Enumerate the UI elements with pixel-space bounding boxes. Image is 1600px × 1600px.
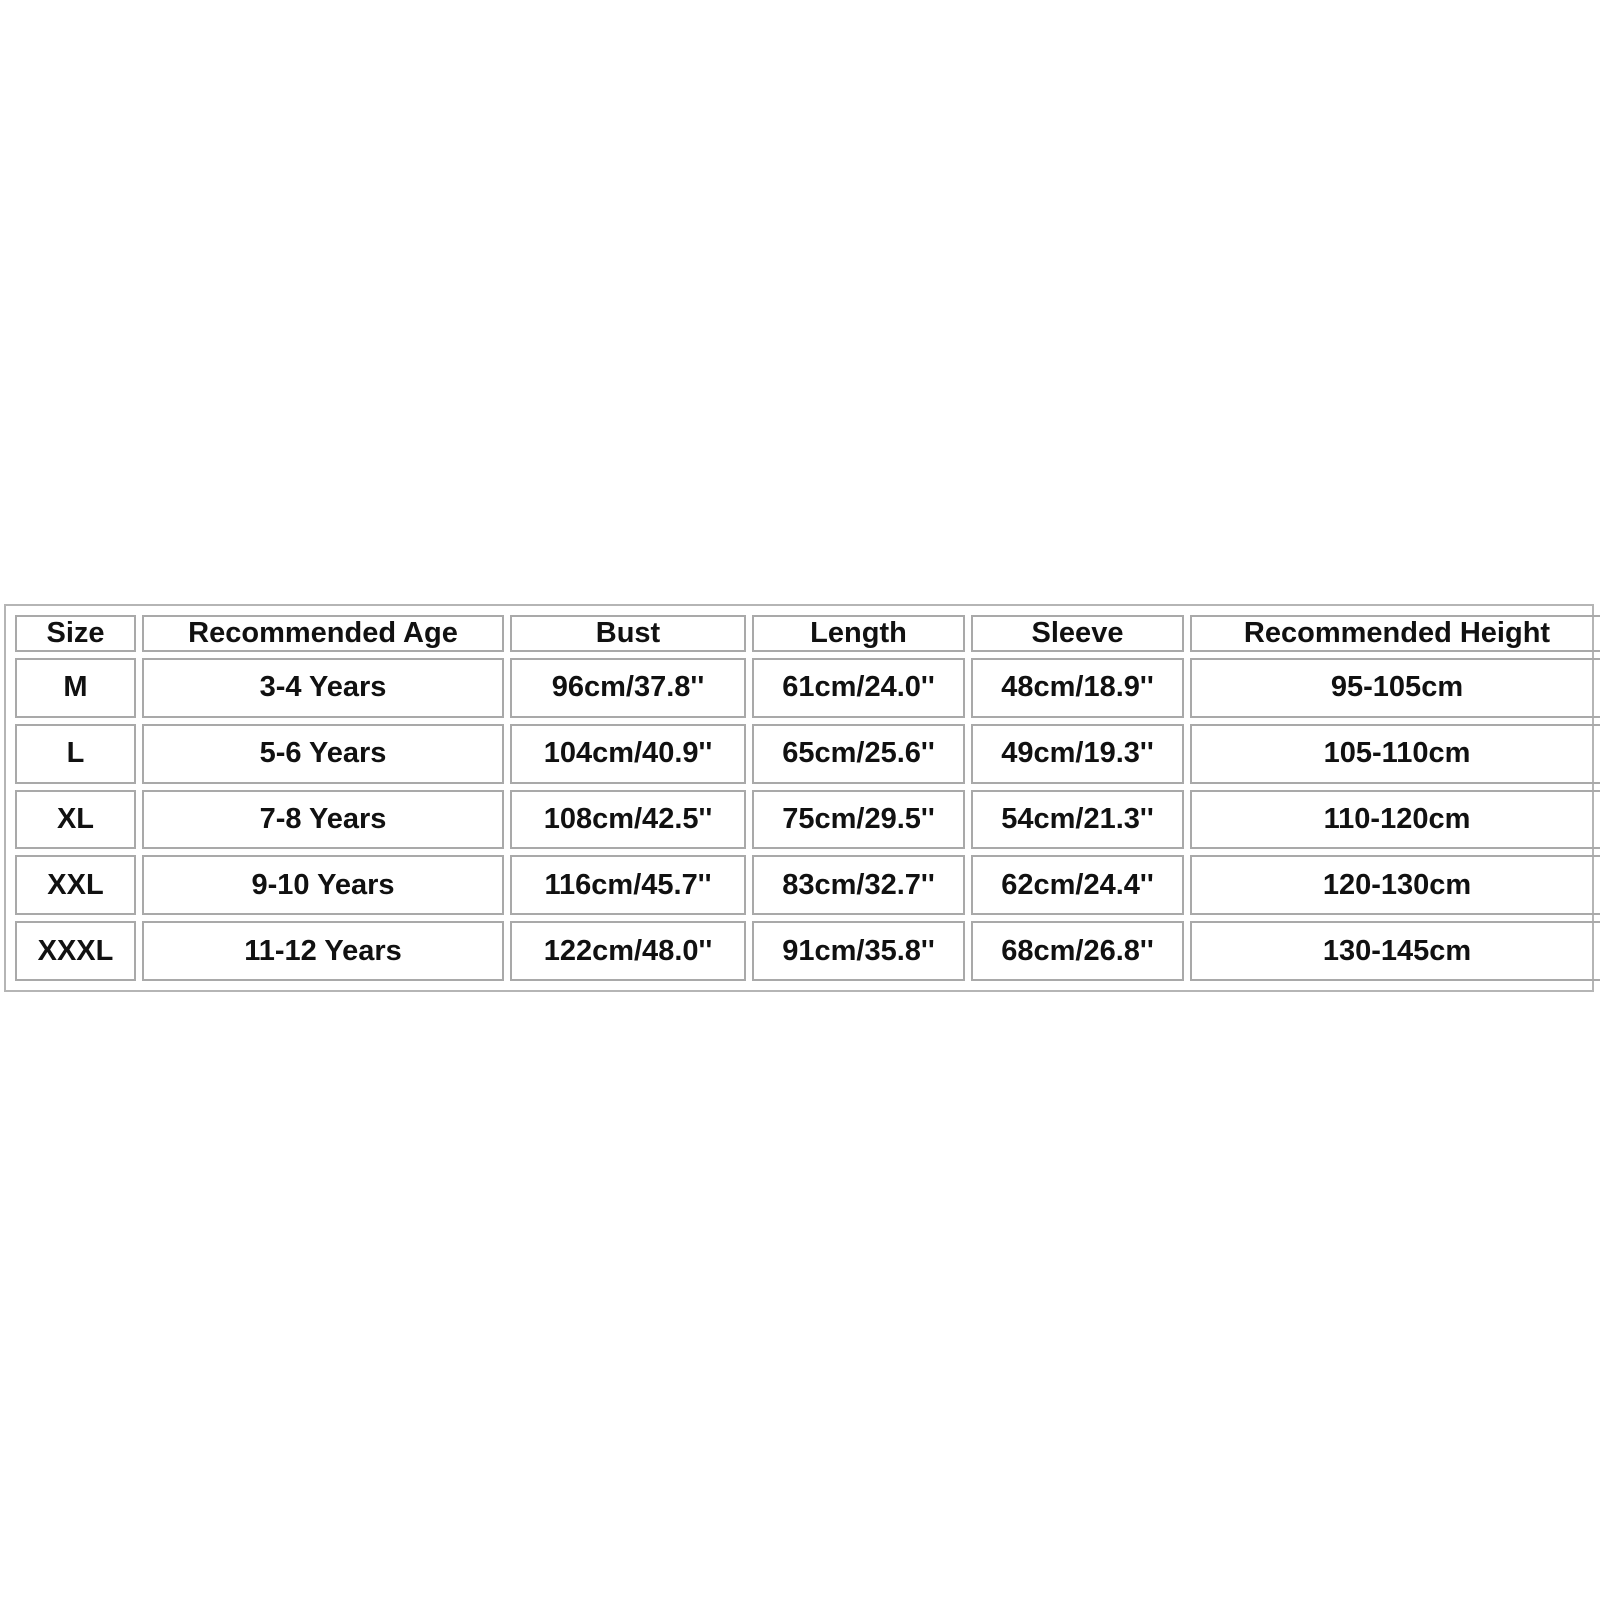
cell-length: 61cm/24.0'' [752,658,965,718]
cell-bust: 108cm/42.5'' [510,790,746,850]
table-row [15,724,1600,784]
cell-size: XXL [15,855,136,915]
cell-length: 83cm/32.7'' [752,855,965,915]
table-row [15,921,1600,981]
table-row [15,855,1600,915]
header-recommended-height: Recommended Height [1190,615,1600,652]
cell-sleeve: 48cm/18.9'' [971,658,1184,718]
cell-height: 120-130cm [1190,855,1600,915]
cell-age: 7-8 Years [142,790,504,850]
cell-height: 105-110cm [1190,724,1600,784]
cell-age: 11-12 Years [142,921,504,981]
cell-age: 3-4 Years [142,658,504,718]
cell-height: 110-120cm [1190,790,1600,850]
table-row [15,790,1600,850]
cell-sleeve: 49cm/19.3'' [971,724,1184,784]
cell-size: M [15,658,136,718]
header-size: Size [15,615,136,652]
cell-height: 95-105cm [1190,658,1600,718]
header-length: Length [752,615,965,652]
cell-length: 65cm/25.6'' [752,724,965,784]
header-recommended-age: Recommended Age [142,615,504,652]
header-row [15,615,1600,652]
cell-size: XXXL [15,921,136,981]
cell-length: 75cm/29.5'' [752,790,965,850]
size-chart-frame [4,604,1594,992]
cell-bust: 122cm/48.0'' [510,921,746,981]
cell-bust: 116cm/45.7'' [510,855,746,915]
cell-size: XL [15,790,136,850]
header-sleeve: Sleeve [971,615,1184,652]
cell-sleeve: 54cm/21.3'' [971,790,1184,850]
cell-age: 5-6 Years [142,724,504,784]
cell-bust: 104cm/40.9'' [510,724,746,784]
table-row [15,658,1600,718]
cell-sleeve: 68cm/26.8'' [971,921,1184,981]
cell-height: 130-145cm [1190,921,1600,981]
cell-length: 91cm/35.8'' [752,921,965,981]
cell-bust: 96cm/37.8'' [510,658,746,718]
cell-age: 9-10 Years [142,855,504,915]
cell-size: L [15,724,136,784]
header-bust: Bust [510,615,746,652]
cell-sleeve: 62cm/24.4'' [971,855,1184,915]
size-chart-table [9,609,1600,987]
